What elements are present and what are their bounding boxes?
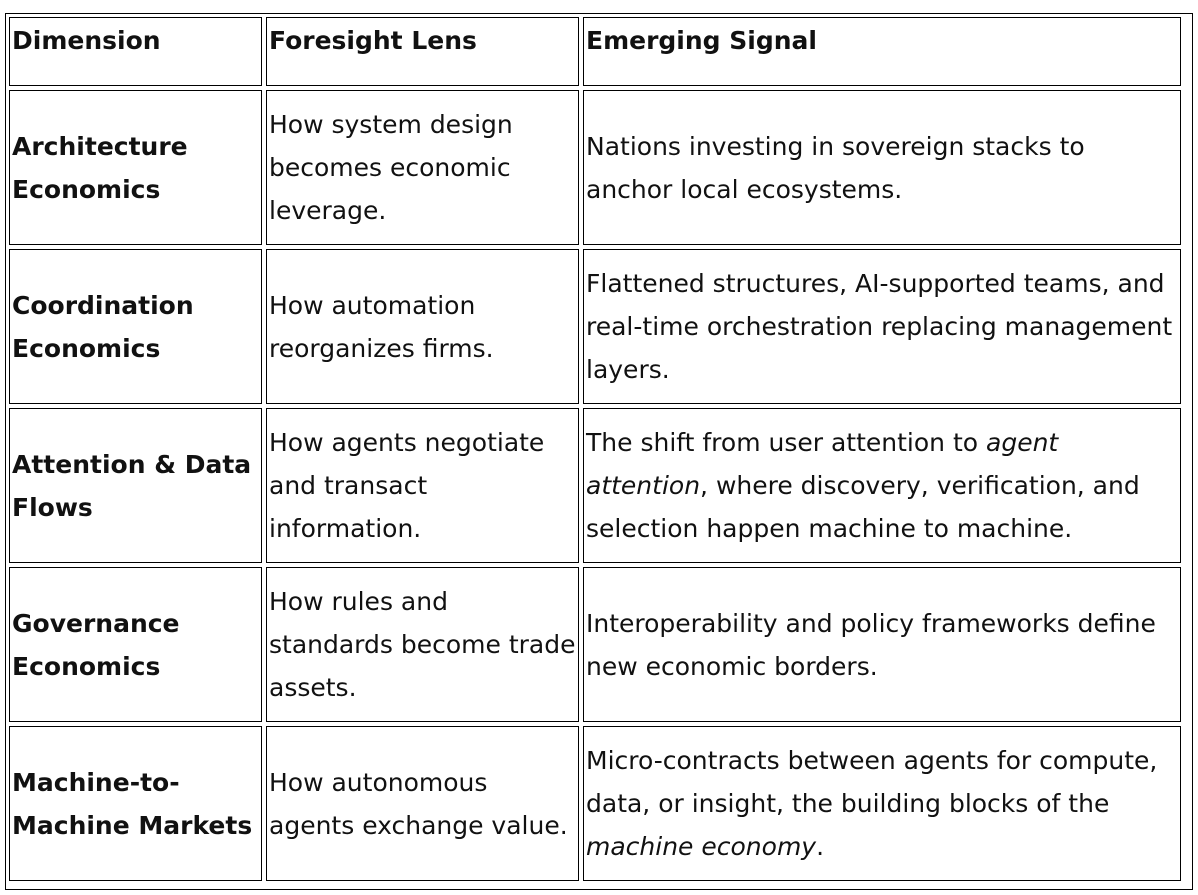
cell-dimension: Coordination Economics [9,249,262,404]
header-dimension: Dimension [9,17,262,86]
cell-emerging-signal [583,726,1181,881]
signal-text: Interoperability and policy frameworks define new economic borders. [586,608,1156,681]
table-row [9,90,1181,245]
cell-emerging-signal [583,567,1181,722]
cell-foresight-lens: How rules and standards become trade assets. [266,567,579,722]
signal-text: Micro-contracts between agents for compute, data, or insight, the building blocks of the [586,746,1158,818]
cell-foresight-lens: How system design becomes economic leverage. [266,90,579,245]
signal-emphasis: machine economy [586,832,817,861]
table-row [9,726,1181,881]
cell-emerging-signal [583,249,1181,404]
cell-emerging-signal [583,90,1181,245]
cell-dimension: Machine-to-Machine Markets [9,726,262,881]
cell-foresight-lens: How automation reorganizes firms. [266,249,579,404]
foresight-table-container [5,13,1193,890]
signal-text: Flattened structures, AI-supported teams, and real-time orchestration replacing management layers. [586,269,1173,384]
signal-text-end: . [816,832,825,861]
cell-foresight-lens: How autonomous agents exchange value. [266,726,579,881]
signal-text: Nations investing in sovereign stacks to anchor local ecosystems. [586,131,1085,204]
cell-dimension: Architecture Economics [9,90,262,245]
cell-dimension: Governance Economics [9,567,262,722]
signal-text-end: , where discovery, verification, and selection happen machine to machine. [586,471,1140,543]
signal-text: The shift from user attention to [586,428,986,457]
header-foresight-lens: Foresight Lens [266,17,579,86]
foresight-table [5,13,1185,885]
table-row [9,408,1181,563]
table-row [9,249,1181,404]
cell-emerging-signal [583,408,1181,563]
header-emerging-signal: Emerging Signal [583,17,1181,86]
cell-foresight-lens: How agents negotiate and transact information. [266,408,579,563]
table-header-row [9,17,1181,86]
table-row [9,567,1181,722]
signal-emphasis: agent attention [586,428,1059,500]
cell-dimension: Attention & Data Flows [9,408,262,563]
